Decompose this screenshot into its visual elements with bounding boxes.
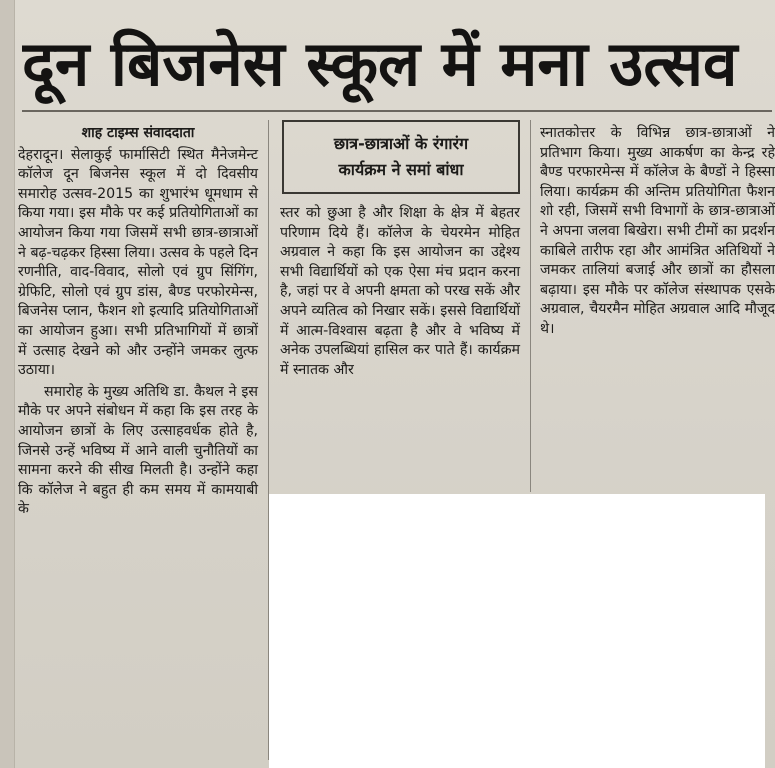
- column-3-paragraph-1: स्नातकोत्तर के विभिन्न छात्र-छात्राओं ने प्रतिभाग किया। मुख्य आकर्षण का केन्द्र रहे बैण्ड परफारमेन्स में कॉलेज के बैण्डों ने हिस्सा लिया। कार्यक्रम की अन्तिम प्रतियोगिता फैशन शो रही, जिसमें सभी विभागों के छात्र-छात्राओं ने अपना जलवा बिखेरा। सभी टीमों का प्रदर्शन काबिले तारीफ रहा और आमंत्रित अतिथियों ने जमकर तालियां बजाई और छात्रों का हौसला बढ़ाया। इस मौके पर कॉलेज संस्थापक एसके अग्रवाल, चैयरमैन मोहित अग्रवाल आदि मौजूद थे।: [540, 125, 775, 337]
- headline: दून बिजनेस स्कूल में मना उत्सव: [22, 18, 772, 112]
- article-column-2: [280, 204, 520, 380]
- blank-cutout-area: [269, 494, 765, 768]
- column-divider: [530, 120, 531, 492]
- article-column-1: [18, 124, 258, 520]
- article-column-3: [540, 124, 775, 340]
- subheading-box: [282, 120, 520, 194]
- column-2-paragraph-1: स्तर को छुआ है और शिक्षा के क्षेत्र में बेहतर परिणाम दिये हैं। कॉलेज के चेयरमेन मोहित अग्रवाल ने कहा कि इस आयोजन का उद्देश्य सभी विद्यार्थियों को एक ऐसा मंच प्रदान करना है, जहां पर वे अपनी क्षमता को परख सकें और अपने व्यतित्व को निखार सकें। इससे विद्यार्थियों में आत्म-विश्वास बढ़ता है और वे भविष्य में अनेक उपलब्धियां हासिल कर पाते हैं। कार्यक्रम में स्नातक और: [280, 205, 520, 378]
- subheading-line-2: कार्यक्रम ने समां बांधा: [338, 160, 464, 179]
- adjacent-column-edge: [0, 0, 15, 768]
- byline: शाह टाइम्स संवाददाता: [81, 125, 195, 141]
- subheading-line-1: छात्र-छात्राओं के रंगारंग: [333, 134, 469, 153]
- column-1-paragraph-1: देहरादून। सेलाकुई फार्मासिटी स्थित मैनेजमेन्ट कॉलेज दून बिजनेस स्कूल में दो दिवसीय समारोह उत्सव-2015 का शुभारंभ धूमधाम से किया गया। इस मौके पर कई प्रतियोगिताओं का आयोजन किया गया जिसमें सभी छात्र-छात्राओं ने बढ़-चढ़कर हिस्सा लिया। उत्सव के पहले दिन रणनीति, वाद-विवाद, सोलो एवं ग्रुप सिंगिंग, ग्रेफिटि, सोलो एवं ग्रुप डांस, बैण्ड परफोरमेन्स, बिजनेस प्लान, फैशन शो इत्यादि प्रतियोगिताओं का आयोजन हुआ। सभी प्रतिभागियों में छात्रों में उत्साह देखने को और उन्होंने जमकर लुत्फ उठाया।: [18, 146, 258, 379]
- column-1-paragraph-2: समारोह के मुख्य अतिथि डा. कैथल ने इस मौके पर अपने संबोधन में कहा कि इस तरह के आयोजन छात्रों के लिए उत्साहवर्धक होते है, जिनसे उन्हें भविष्य में आने वाली चुनौतियों का सामना करने की सीख मिलती है। उन्होंने कहा कि कॉलेज ने बहुत ही कम समय में कामयाबी के: [18, 383, 258, 518]
